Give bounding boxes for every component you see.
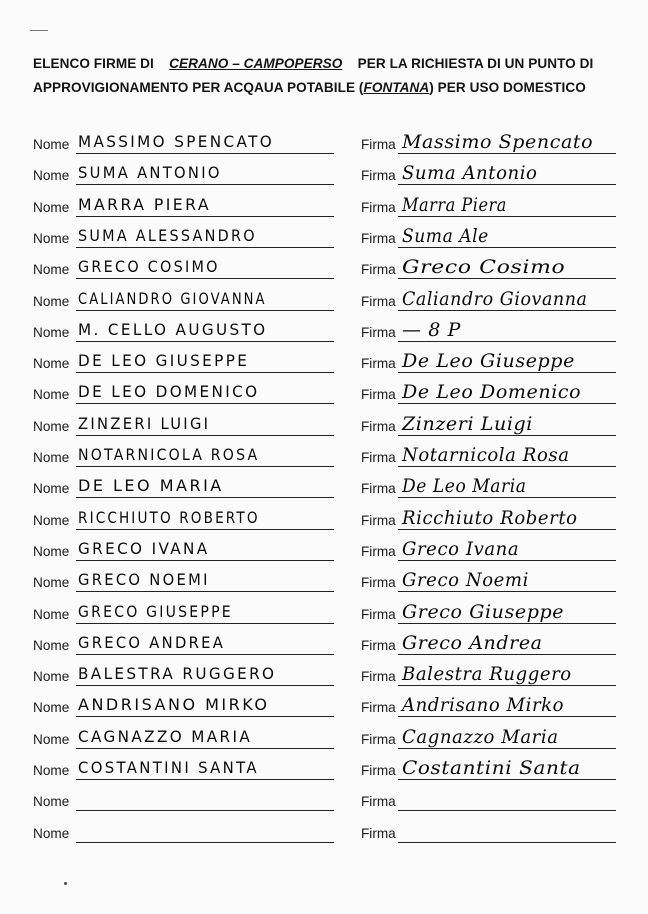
signature-label: Firma <box>361 543 396 559</box>
header-line-1 <box>33 52 633 76</box>
signature-row <box>0 502 648 533</box>
header-line2-b: ) PER USO DOMESTICO <box>429 80 586 95</box>
name-label: Nome <box>33 293 70 309</box>
signature-label: Firma <box>361 387 396 403</box>
signature-label: Firma <box>361 637 396 653</box>
signature-underline <box>398 153 616 154</box>
signature-underline <box>398 810 616 811</box>
signature-underline <box>398 216 616 217</box>
handwritten-signature: Marra Piera <box>402 193 507 216</box>
handwritten-signature: De Leo Domenico <box>402 381 582 404</box>
handwritten-signature: Greco Cosimo <box>402 256 566 279</box>
signature-label: Firma <box>361 418 396 434</box>
signature-label: Firma <box>361 481 396 497</box>
name-underline <box>76 810 334 811</box>
name-underline <box>76 779 334 780</box>
signature-label: Firma <box>361 324 396 340</box>
handwritten-signature: De Leo Giuseppe <box>402 350 575 373</box>
signature-row <box>0 251 648 282</box>
name-underline <box>76 497 334 498</box>
name-label: Nome <box>33 356 70 372</box>
signature-underline <box>398 435 616 436</box>
name-underline <box>76 748 334 749</box>
signature-label: Firma <box>361 293 396 309</box>
signature-row <box>0 345 648 376</box>
name-underline <box>76 591 334 592</box>
name-underline <box>76 278 334 279</box>
handwritten-name: GRECO IVANA <box>78 538 210 558</box>
signature-underline <box>398 748 616 749</box>
document-header <box>33 52 633 100</box>
name-underline <box>76 153 334 154</box>
signature-label: Firma <box>361 794 396 810</box>
header-prefix: ELENCO FIRME DI <box>33 56 154 71</box>
name-label: Nome <box>33 731 70 747</box>
handwritten-name: MASSIMO SPENCATO <box>78 132 275 151</box>
signature-underline <box>398 466 616 467</box>
signature-label: Firma <box>361 137 396 152</box>
handwritten-name: DE LEO DOMENICO <box>78 382 260 402</box>
name-underline <box>76 216 334 217</box>
handwritten-name: GRECO GIUSEPPE <box>78 601 233 621</box>
signature-row <box>0 314 648 345</box>
signature-label: Firma <box>361 763 396 778</box>
handwritten-signature: Suma Antonio <box>402 162 538 185</box>
signature-label: Firma <box>361 731 396 747</box>
name-label: Nome <box>33 168 70 184</box>
name-underline <box>76 466 334 467</box>
name-label: Nome <box>33 763 70 778</box>
signature-underline <box>398 654 616 655</box>
name-label: Nome <box>33 669 70 685</box>
handwritten-signature: Andrisano Mirko <box>402 694 565 717</box>
name-underline <box>76 247 334 248</box>
signature-label: Firma <box>361 669 396 685</box>
name-underline <box>76 623 334 624</box>
name-label: Nome <box>33 481 70 497</box>
handwritten-signature: Cagnazzo Maria <box>402 725 559 748</box>
handwritten-signature: Caliandro Giovanna <box>402 287 588 310</box>
signature-underline <box>398 842 616 843</box>
name-label: Nome <box>33 700 70 716</box>
signature-row <box>0 470 648 501</box>
signature-row <box>0 283 648 314</box>
signature-underline <box>398 591 616 592</box>
signature-row <box>0 376 648 407</box>
signature-label: Firma <box>361 199 396 215</box>
name-label: Nome <box>33 387 70 403</box>
handwritten-name: DE LEO MARIA <box>78 476 224 496</box>
signature-row <box>0 658 648 689</box>
signature-row <box>0 157 648 188</box>
handwritten-signature: Greco Noemi <box>402 569 529 592</box>
handwritten-name: DE LEO GIUSEPPE <box>78 351 250 371</box>
name-label: Nome <box>33 606 70 622</box>
signature-label: Firma <box>361 450 396 465</box>
signature-label: Firma <box>361 575 396 591</box>
name-underline <box>76 842 334 843</box>
handwritten-name: NOTARNICOLA ROSA <box>78 445 260 464</box>
name-underline <box>76 716 334 717</box>
name-label: Nome <box>33 450 70 465</box>
handwritten-name: COSTANTINI SANTA <box>78 758 259 777</box>
handwritten-name: SUMA ANTONIO <box>78 163 222 183</box>
handwritten-signature: Costantini Santa <box>402 757 581 779</box>
signature-row <box>0 564 648 595</box>
handwritten-name: SUMA ALESSANDRO <box>78 225 257 245</box>
signature-row <box>0 689 648 720</box>
name-label: Nome <box>33 230 70 246</box>
signature-row <box>0 189 648 220</box>
signature-row <box>0 627 648 658</box>
name-underline <box>76 341 334 342</box>
name-label: Nome <box>33 825 70 841</box>
name-underline <box>76 560 334 561</box>
signature-underline <box>398 310 616 311</box>
handwritten-signature: Suma Ale <box>402 224 489 247</box>
handwritten-name: ZINZERI LUIGI <box>78 413 211 433</box>
name-underline <box>76 685 334 686</box>
handwritten-name: ANDRISANO MIRKO <box>78 695 270 715</box>
handwritten-signature: Massimo Spencato <box>402 131 594 153</box>
signature-row <box>0 721 648 752</box>
name-underline <box>76 403 334 404</box>
handwritten-signature: Ricchiuto Roberto <box>402 506 578 529</box>
signature-underline <box>398 779 616 780</box>
name-label: Nome <box>33 512 70 528</box>
signature-underline <box>398 372 616 373</box>
handwritten-signature: Notarnicola Rosa <box>402 444 570 466</box>
handwritten-signature: De Leo Maria <box>402 475 527 498</box>
signature-underline <box>398 497 616 498</box>
signature-label: Firma <box>361 825 396 841</box>
signature-row <box>0 439 648 470</box>
name-label: Nome <box>33 575 70 591</box>
signature-label: Firma <box>361 700 396 716</box>
signature-label: Firma <box>361 512 396 528</box>
handwritten-signature: Greco Ivana <box>402 537 520 560</box>
signature-row <box>0 752 648 783</box>
handwritten-signature: Zinzeri Luigi <box>402 412 533 435</box>
name-underline <box>76 654 334 655</box>
signature-underline <box>398 403 616 404</box>
handwritten-name: RICCHIUTO ROBERTO <box>78 507 260 527</box>
signature-row <box>0 220 648 251</box>
name-label: Nome <box>33 637 70 653</box>
top-dash-mark <box>30 30 48 31</box>
signature-row <box>0 783 648 814</box>
signature-underline <box>398 685 616 686</box>
name-label: Nome <box>33 794 70 810</box>
scan-speck <box>64 882 67 885</box>
header-fontana: FONTANA <box>363 80 430 95</box>
signature-label: Firma <box>361 262 396 278</box>
signature-underline <box>398 247 616 248</box>
handwritten-signature: Greco Giuseppe <box>402 600 565 623</box>
handwritten-name: BALESTRA RUGGERO <box>78 664 277 684</box>
header-line2-a: APPROVIGIONAMENTO PER ACQAUA POTABILE ( <box>33 80 364 95</box>
name-underline <box>76 529 334 530</box>
signature-row <box>0 815 648 846</box>
header-place: CERANO – CAMPOPERSO <box>169 56 343 71</box>
handwritten-name: CAGNAZZO MARIA <box>78 726 253 746</box>
handwritten-name: GRECO ANDREA <box>78 632 226 652</box>
signature-label: Firma <box>361 606 396 622</box>
handwritten-name: MARRA PIERA <box>78 194 212 214</box>
name-underline <box>76 372 334 373</box>
signature-underline <box>398 623 616 624</box>
name-label: Nome <box>33 418 70 434</box>
name-label: Nome <box>33 543 70 559</box>
name-underline <box>76 435 334 436</box>
signature-underline <box>398 278 616 279</box>
handwritten-signature: Balestra Ruggero <box>402 663 572 686</box>
name-underline <box>76 184 334 185</box>
signature-row <box>0 408 648 439</box>
name-label: Nome <box>33 324 70 340</box>
signature-row <box>0 533 648 564</box>
signature-underline <box>398 529 616 530</box>
name-underline <box>76 310 334 311</box>
handwritten-signature: — 8 P <box>402 318 461 341</box>
header-middle: PER LA RICHIESTA DI UN PUNTO DI <box>357 56 594 71</box>
header-line-2 <box>33 76 633 100</box>
handwritten-signature: Greco Andrea <box>402 631 543 654</box>
name-label: Nome <box>33 199 70 215</box>
signature-underline <box>398 341 616 342</box>
signature-underline <box>398 716 616 717</box>
signature-label: Firma <box>361 168 396 184</box>
signature-row <box>0 596 648 627</box>
handwritten-name: GRECO COSIMO <box>78 257 220 277</box>
signature-label: Firma <box>361 356 396 372</box>
signature-row <box>0 126 648 157</box>
signature-underline <box>398 560 616 561</box>
signature-underline <box>398 184 616 185</box>
signature-label: Firma <box>361 230 396 246</box>
handwritten-name: M. CELLO AUGUSTO <box>78 319 268 339</box>
handwritten-name: GRECO NOEMI <box>78 570 210 590</box>
name-label: Nome <box>33 262 70 278</box>
name-label: Nome <box>33 137 70 152</box>
handwritten-name: CALIANDRO GIOVANNA <box>78 288 267 308</box>
